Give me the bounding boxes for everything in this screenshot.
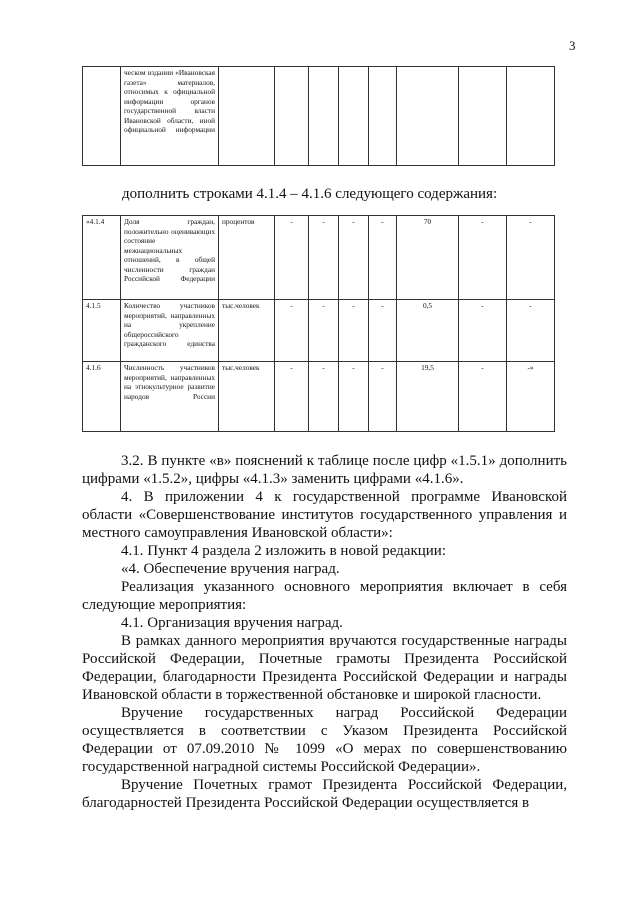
paragraph: 4.1. Пункт 4 раздела 2 изложить в новой редакции: [121, 543, 447, 559]
value-cell: - [459, 216, 507, 300]
indicators-table-continued [82, 66, 555, 166]
row-number-cell: «4.1.4 [83, 216, 121, 300]
paragraph: Реализация указанного основного мероприятия включает в себя следующие мероприятия: [82, 579, 567, 613]
value-cell: - [339, 362, 369, 432]
table-row [83, 362, 555, 432]
paragraph: 4.1. Организация вручения наград. [121, 615, 343, 631]
unit-cell [219, 67, 275, 166]
indicator-name-cell: ческом издании «Ивановская газета» материалов, относимых к официальной информации органов государственной власти Ивановской области, иной официальной информации [121, 67, 219, 166]
value-cell: - [507, 216, 555, 300]
value-cell: - [339, 300, 369, 362]
table-row [83, 216, 555, 300]
paragraph: 3.2. В пункте «в» пояснений к таблице после цифр «1.5.1» дополнить цифрами «1.5.2», цифры «4.1.3» заменить цифрами «4.1.6». [82, 453, 567, 487]
value-cell [507, 67, 555, 166]
row-number-cell [83, 67, 121, 166]
unit-cell: тыс.человек [219, 362, 275, 432]
value-cell [397, 67, 459, 166]
value-cell: 70 [397, 216, 459, 300]
indicators-table-new-rows [82, 215, 555, 432]
value-cell: - [369, 300, 397, 362]
value-cell: - [339, 216, 369, 300]
paragraph: Вручение государственных наград Российской Федерации осуществляется в соответствии с Указом Президента Российской Федерации от 07.09.2010 № 1099 «О мерах по совершенствованию государственной наградной системы Российской Федерации». [82, 705, 567, 775]
value-cell: - [275, 216, 309, 300]
value-cell: - [275, 362, 309, 432]
paragraph: В рамках данного мероприятия вручаются государственные награды Российской Федерации, Почетные грамоты Президента Российской Федерации, благодарности Президента Российской Федерации и награды Ивановской области в торжественной обстановке и широкой гласности. [82, 633, 567, 703]
paragraph: 4. В приложении 4 к государственной программе Ивановской области «Совершенствование институтов государственного управления и местного самоуправления Ивановской области»: [82, 489, 567, 541]
value-cell: - [309, 216, 339, 300]
indicator-name-cell: Доля граждан, положительно оценивающих состояние межнациональных отношений, в общей численности граждан Российской Федерации [121, 216, 219, 300]
value-cell: - [275, 300, 309, 362]
row-number-cell: 4.1.6 [83, 362, 121, 432]
table-row [83, 300, 555, 362]
value-cell: - [309, 300, 339, 362]
value-cell [459, 67, 507, 166]
value-cell [369, 67, 397, 166]
paragraph: «4. Обеспечение вручения наград. [121, 561, 340, 577]
value-cell: -» [507, 362, 555, 432]
value-cell: - [459, 362, 507, 432]
value-cell: 0,5 [397, 300, 459, 362]
value-cell: - [309, 362, 339, 432]
page-number: 3 [569, 38, 576, 53]
value-cell: - [369, 216, 397, 300]
unit-cell: тыс.человек [219, 300, 275, 362]
value-cell [275, 67, 309, 166]
intro-line: дополнить строками 4.1.4 – 4.1.6 следующего содержания: [122, 186, 498, 202]
value-cell [339, 67, 369, 166]
value-cell: - [369, 362, 397, 432]
value-cell: 19,5 [397, 362, 459, 432]
body-text [82, 452, 567, 812]
row-number-cell: 4.1.5 [83, 300, 121, 362]
table-row [83, 67, 555, 166]
indicator-name-cell: Количество участников мероприятий, направленных на укрепление общероссийского гражданского единства [121, 300, 219, 362]
value-cell: - [507, 300, 555, 362]
paragraph: Вручение Почетных грамот Президента Российской Федерации, благодарностей Президента Российской Федерации осуществляется в [82, 777, 567, 811]
unit-cell: процентов [219, 216, 275, 300]
indicator-name-cell: Численность участников мероприятий, направленных на этнокультурное развитие народов России [121, 362, 219, 432]
value-cell [309, 67, 339, 166]
value-cell: - [459, 300, 507, 362]
